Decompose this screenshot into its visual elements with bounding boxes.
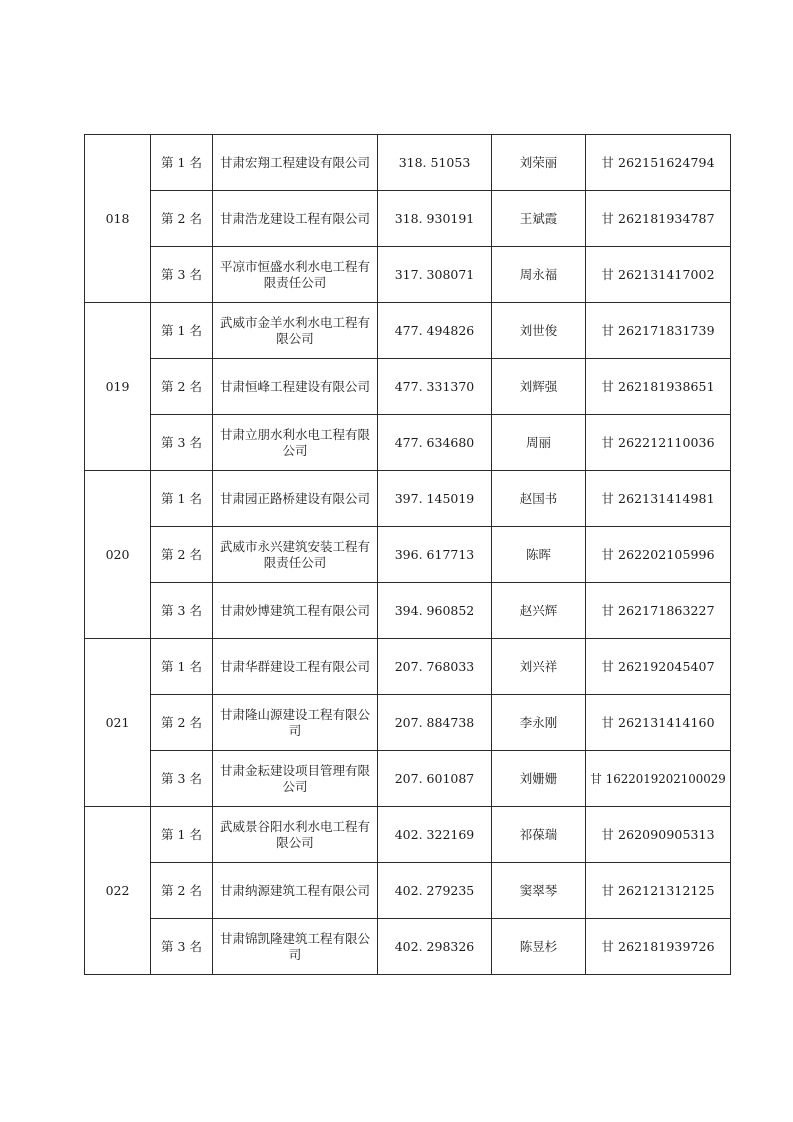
company-name-text: 甘肃宏翔工程建设有限公司 (220, 154, 371, 170)
company-name-text: 甘肃金耘建设项目管理有限公司 (220, 762, 371, 794)
company-name-cell (213, 359, 378, 415)
score-cell: 318. 51053 (378, 135, 492, 191)
table-row (85, 639, 731, 695)
rank-cell: 第 3 名 (151, 247, 213, 303)
rank-cell: 第 1 名 (151, 807, 213, 863)
score-cell: 402. 322169 (378, 807, 492, 863)
project-manager-cell: 刘辉强 (492, 359, 586, 415)
table-body (85, 135, 731, 975)
project-manager-cell: 刘世俊 (492, 303, 586, 359)
table-row (85, 583, 731, 639)
certificate-number-cell: 甘 262181938651 (586, 359, 731, 415)
table-row (85, 415, 731, 471)
rank-cell: 第 2 名 (151, 359, 213, 415)
section-number-cell: 022 (85, 807, 151, 975)
certificate-number-cell: 甘 262192045407 (586, 639, 731, 695)
company-name-cell (213, 527, 378, 583)
project-manager-cell: 刘姗姗 (492, 751, 586, 807)
company-name-text: 武威景谷阳水利水电工程有限公司 (220, 818, 371, 850)
certificate-number-cell: 甘 262121312125 (586, 863, 731, 919)
rank-cell: 第 2 名 (151, 863, 213, 919)
company-name-text: 甘肃园正路桥建设有限公司 (220, 490, 371, 506)
company-name-cell (213, 135, 378, 191)
rank-cell: 第 2 名 (151, 527, 213, 583)
table-row (85, 247, 731, 303)
certificate-number-cell: 甘 262202105996 (586, 527, 731, 583)
score-cell: 394. 960852 (378, 583, 492, 639)
project-manager-cell: 陈晖 (492, 527, 586, 583)
rank-cell: 第 3 名 (151, 415, 213, 471)
certificate-number-cell: 甘 1622019202100029 (586, 751, 731, 807)
section-number-cell: 021 (85, 639, 151, 807)
rank-cell: 第 2 名 (151, 695, 213, 751)
score-cell: 318. 930191 (378, 191, 492, 247)
score-cell: 477. 331370 (378, 359, 492, 415)
table-row (85, 863, 731, 919)
company-name-text: 甘肃妙博建筑工程有限公司 (220, 602, 371, 618)
certificate-number-cell: 甘 262181934787 (586, 191, 731, 247)
score-cell: 207. 768033 (378, 639, 492, 695)
project-manager-cell: 李永刚 (492, 695, 586, 751)
table-row (85, 135, 731, 191)
certificate-number-cell: 甘 262131417002 (586, 247, 731, 303)
company-name-cell (213, 639, 378, 695)
certificate-number-cell: 甘 262181939726 (586, 919, 731, 975)
score-cell: 317. 308071 (378, 247, 492, 303)
company-name-text: 甘肃华群建设工程有限公司 (220, 658, 371, 674)
table-row (85, 807, 731, 863)
project-manager-cell: 窦翠琴 (492, 863, 586, 919)
rank-cell: 第 2 名 (151, 191, 213, 247)
table-row (85, 471, 731, 527)
company-name-cell (213, 863, 378, 919)
project-manager-cell: 刘兴祥 (492, 639, 586, 695)
table-row (85, 527, 731, 583)
rank-cell: 第 1 名 (151, 471, 213, 527)
score-cell: 207. 601087 (378, 751, 492, 807)
company-name-text: 甘肃恒峰工程建设有限公司 (220, 378, 371, 394)
project-manager-cell: 周永福 (492, 247, 586, 303)
company-name-text: 甘肃纳源建筑工程有限公司 (220, 882, 371, 898)
company-name-cell (213, 415, 378, 471)
company-name-cell (213, 191, 378, 247)
table-row (85, 919, 731, 975)
company-name-cell (213, 247, 378, 303)
table-row (85, 191, 731, 247)
table-row (85, 751, 731, 807)
score-cell: 207. 884738 (378, 695, 492, 751)
project-manager-cell: 赵兴辉 (492, 583, 586, 639)
certificate-number-cell: 甘 262171831739 (586, 303, 731, 359)
score-cell: 397. 145019 (378, 471, 492, 527)
company-name-cell (213, 583, 378, 639)
project-manager-cell: 陈昱杉 (492, 919, 586, 975)
score-cell: 402. 298326 (378, 919, 492, 975)
project-manager-cell: 周丽 (492, 415, 586, 471)
company-name-text: 甘肃浩龙建设工程有限公司 (220, 210, 371, 226)
section-number-cell: 018 (85, 135, 151, 303)
section-number-cell: 020 (85, 471, 151, 639)
project-manager-cell: 刘荣丽 (492, 135, 586, 191)
score-cell: 402. 279235 (378, 863, 492, 919)
rank-cell: 第 1 名 (151, 639, 213, 695)
table-row (85, 359, 731, 415)
company-name-text: 甘肃隆山源建设工程有限公司 (220, 706, 371, 738)
section-number-cell: 019 (85, 303, 151, 471)
company-name-cell (213, 471, 378, 527)
certificate-number-cell: 甘 262151624794 (586, 135, 731, 191)
company-name-text: 甘肃锦凯隆建筑工程有限公司 (220, 930, 371, 962)
company-name-cell (213, 303, 378, 359)
project-manager-cell: 赵国书 (492, 471, 586, 527)
company-name-text: 平凉市恒盛水利水电工程有限责任公司 (220, 258, 371, 290)
company-name-text: 武威市金羊水利水电工程有限公司 (220, 314, 371, 346)
candidate-results-table (84, 134, 731, 975)
company-name-cell (213, 919, 378, 975)
rank-cell: 第 3 名 (151, 583, 213, 639)
project-manager-cell: 祁葆瑞 (492, 807, 586, 863)
rank-cell: 第 1 名 (151, 135, 213, 191)
certificate-number-cell: 甘 262131414981 (586, 471, 731, 527)
score-cell: 477. 634680 (378, 415, 492, 471)
table-row (85, 303, 731, 359)
certificate-number-cell: 甘 262171863227 (586, 583, 731, 639)
company-name-text: 武威市永兴建筑安装工程有限责任公司 (220, 538, 371, 570)
certificate-number-cell: 甘 262212110036 (586, 415, 731, 471)
score-cell: 477. 494826 (378, 303, 492, 359)
certificate-number-cell: 甘 262131414160 (586, 695, 731, 751)
score-cell: 396. 617713 (378, 527, 492, 583)
table-row (85, 695, 731, 751)
company-name-cell (213, 807, 378, 863)
rank-cell: 第 3 名 (151, 919, 213, 975)
company-name-cell (213, 751, 378, 807)
project-manager-cell: 王斌霞 (492, 191, 586, 247)
certificate-number-cell: 甘 262090905313 (586, 807, 731, 863)
rank-cell: 第 3 名 (151, 751, 213, 807)
company-name-cell (213, 695, 378, 751)
rank-cell: 第 1 名 (151, 303, 213, 359)
company-name-text: 甘肃立朋水利水电工程有限公司 (220, 426, 371, 458)
